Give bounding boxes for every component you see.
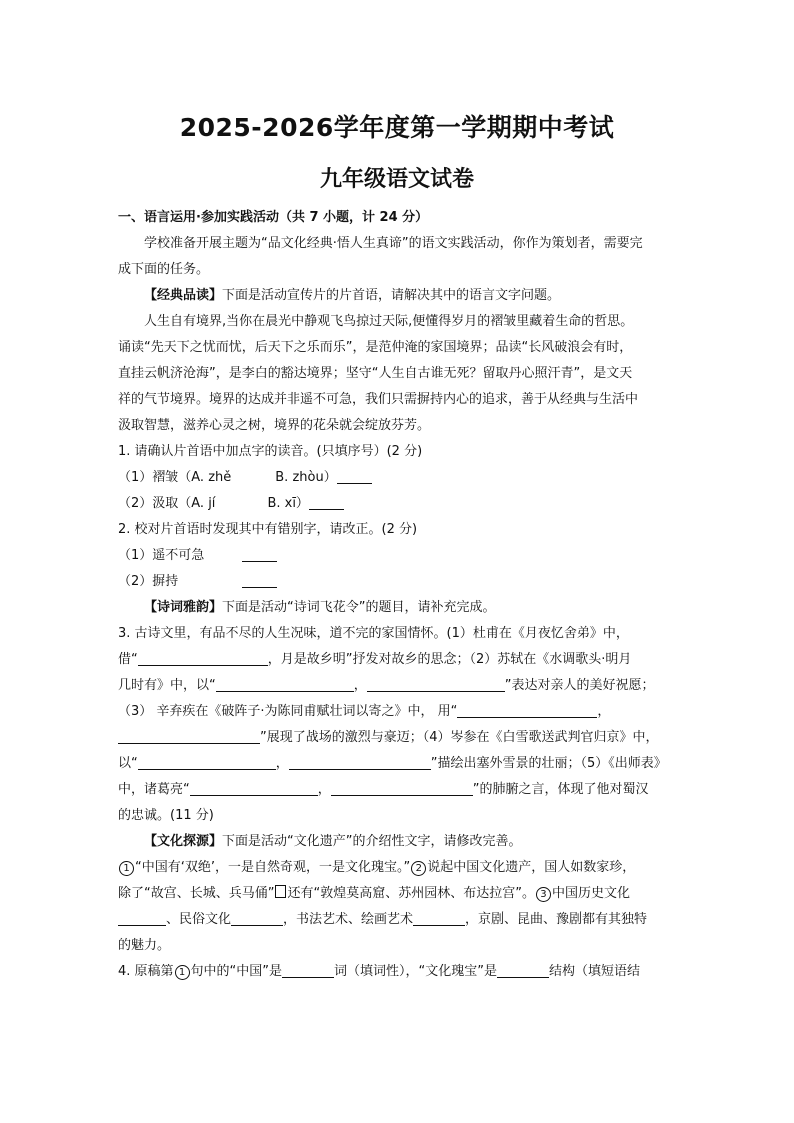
question-3-line xyxy=(118,751,676,777)
question-3-line xyxy=(118,725,676,751)
answer-blank[interactable] xyxy=(242,547,277,562)
question-2-item xyxy=(118,569,676,595)
circled-number: 2 xyxy=(411,861,426,876)
passage-line: 直挂云帆济沧海”，是李白的豁达境界；坚守“人生自古谁无死？留取丹心照汗青”，是文天 xyxy=(118,366,633,381)
answer-blank[interactable] xyxy=(282,963,334,978)
passage-line xyxy=(118,881,676,907)
answer-blank[interactable] xyxy=(457,703,597,718)
question-4-line xyxy=(118,959,676,985)
passage-line: 祥的气节境界。境界的达成并非遥不可急，我们只需摒持内心的追求，善于从经典与生活中 xyxy=(118,392,639,407)
task-text: 下面是活动宣传片的片首语，请解决其中的语言文字问题。 xyxy=(222,288,561,303)
question-3-line xyxy=(118,777,676,803)
passage-text: 说起中国文化遗产，国人如数家珍， xyxy=(427,860,636,875)
circled-number: 3 xyxy=(536,887,551,902)
question-1-stem: 1. 请确认片首语中加点字的读音。(只填序号）(2 分) xyxy=(118,444,423,459)
passage-line xyxy=(118,855,676,881)
task-heading-wenhua xyxy=(118,829,676,855)
q3-text: 几时有》中，以“ xyxy=(118,678,216,693)
punctuation-box[interactable] xyxy=(275,885,286,898)
item-text: （1）褶皱（A. zhě xyxy=(118,470,232,485)
item-text: （2）摒持 xyxy=(118,574,179,589)
q3-text: ”的肺腑之言，体现了他对蜀汉 xyxy=(472,782,649,797)
q3-text: ”表达对亲人的美好祝愿； xyxy=(504,678,655,693)
item-text: （1）遥不可急 xyxy=(118,548,205,563)
q3-text: ”描绘出塞外雪景的壮丽；（5）《出师表》 xyxy=(430,756,667,771)
section-heading: 一、语言运用·参加实践活动（共 7 小题，计 24 分） xyxy=(118,210,429,225)
tag-wenhua: 【文化探源】 xyxy=(144,834,223,849)
item-text: B. zhòu） xyxy=(275,470,337,485)
passage-text: ，书法艺术、绘画艺术 xyxy=(283,912,414,927)
q3-text: ， xyxy=(317,782,331,797)
question-2-item xyxy=(118,543,676,569)
passage-text: ，京剧、昆曲、豫剧都有其独特 xyxy=(465,912,648,927)
question-3-line: 3. 古诗文里，有品不尽的人生况味，道不完的家国情怀。(1）杜甫在《月夜忆舍弟》中， xyxy=(118,626,629,641)
exam-title: 2025-2026学年度第一学期期中考试 xyxy=(179,113,615,142)
answer-blank[interactable] xyxy=(118,729,260,744)
passage-line: 汲取智慧，滋养心灵之树，境界的花朵就会绽放芬芳。 xyxy=(118,418,431,433)
answer-blank[interactable] xyxy=(337,469,372,484)
q4-text: 词（填词性），“文化瑰宝”是 xyxy=(334,964,498,979)
passage-text: 除了“故宫、长城、兵马俑” xyxy=(118,886,275,901)
passage-text: 中国历史文化 xyxy=(551,886,630,901)
question-1-item xyxy=(118,465,676,491)
passage-line xyxy=(118,907,676,933)
answer-blank[interactable] xyxy=(190,781,318,796)
passage-line: 的魅力。 xyxy=(118,938,171,953)
answer-blank[interactable] xyxy=(289,755,431,770)
answer-blank[interactable] xyxy=(138,755,276,770)
circled-number: 1 xyxy=(119,861,134,876)
question-3-line xyxy=(118,699,676,725)
question-1-item xyxy=(118,491,676,517)
answer-blank[interactable] xyxy=(216,677,354,692)
answer-blank[interactable] xyxy=(242,573,277,588)
intro-line: 成下面的任务。 xyxy=(118,262,210,277)
answer-blank[interactable] xyxy=(138,651,268,666)
passage-line: 人生自有境界,当你在晨光中静观飞鸟掠过天际,便懂得岁月的褶皱里藏着生命的哲思。 xyxy=(144,314,634,329)
q3-text: 以“ xyxy=(118,756,138,771)
q4-text: 4. 原稿第 xyxy=(118,964,174,979)
question-3-line xyxy=(118,673,676,699)
answer-blank[interactable] xyxy=(331,781,473,796)
exam-subtitle: 九年级语文试卷 xyxy=(319,167,474,192)
question-2-stem: 2. 校对片首语时发现其中有错别字，请改正。(2 分) xyxy=(118,522,418,537)
task-text: 下面是活动“诗词飞花令”的题目，请补充完成。 xyxy=(222,600,496,615)
passage-line: 诵读“先天下之忧而忧，后天下之乐而乐”，是范仲淹的家国境界；品读“长风破浪会有时， xyxy=(118,340,633,355)
passage-text: 还有“敦煌莫高窟、苏州园林、布达拉宫”。 xyxy=(287,886,535,901)
answer-blank[interactable] xyxy=(309,495,344,510)
passage-text: “中国有‘双绝’，一是自然奇观，一是文化瑰宝。” xyxy=(135,860,411,875)
q3-text: （3） 辛弃疾在《破阵子·为陈同甫赋壮词以寄之》中， 用“ xyxy=(118,704,458,719)
q3-text: ， xyxy=(353,678,367,693)
answer-blank[interactable] xyxy=(367,677,505,692)
passage-text: 、民俗文化 xyxy=(166,912,232,927)
q3-text: 中，诸葛亮“ xyxy=(118,782,190,797)
answer-blank[interactable] xyxy=(118,911,166,926)
q3-text: ”展现了战场的激烈与豪迈；（4）岑参在《白雪歌送武判官归京》中， xyxy=(260,730,659,745)
q4-text: 句中的“中国”是 xyxy=(190,964,283,979)
answer-blank[interactable] xyxy=(497,963,549,978)
q3-text: 借“ xyxy=(118,652,138,667)
q3-text: ， xyxy=(275,756,289,771)
q3-text: ， xyxy=(597,704,611,719)
section-1 xyxy=(118,205,676,985)
answer-blank[interactable] xyxy=(413,911,465,926)
item-text: B. xī） xyxy=(267,496,309,511)
task-heading-shici xyxy=(118,595,676,621)
question-3-line xyxy=(118,647,676,673)
tag-jingdian: 【经典品读】 xyxy=(144,288,223,303)
q4-text: 结构（填短语结 xyxy=(549,964,641,979)
answer-blank[interactable] xyxy=(231,911,283,926)
intro-line: 学校准备开展主题为“品文化经典·悟人生真谛”的语文实践活动，你作为策划者，需要完 xyxy=(144,236,643,251)
q3-text: ，月是故乡明”抒发对故乡的思念；（2）苏轼在《水调歌头·明月 xyxy=(267,652,632,667)
question-3-line: 的忠诚。(11 分) xyxy=(118,808,214,823)
task-heading-jingdian xyxy=(118,283,676,309)
task-text: 下面是活动“文化遗产”的介绍性文字，请修改完善。 xyxy=(222,834,522,849)
item-text: （2）汲取（A. jí xyxy=(118,496,216,511)
circled-number: 1 xyxy=(175,965,190,980)
tag-shici: 【诗词雅韵】 xyxy=(144,600,223,615)
